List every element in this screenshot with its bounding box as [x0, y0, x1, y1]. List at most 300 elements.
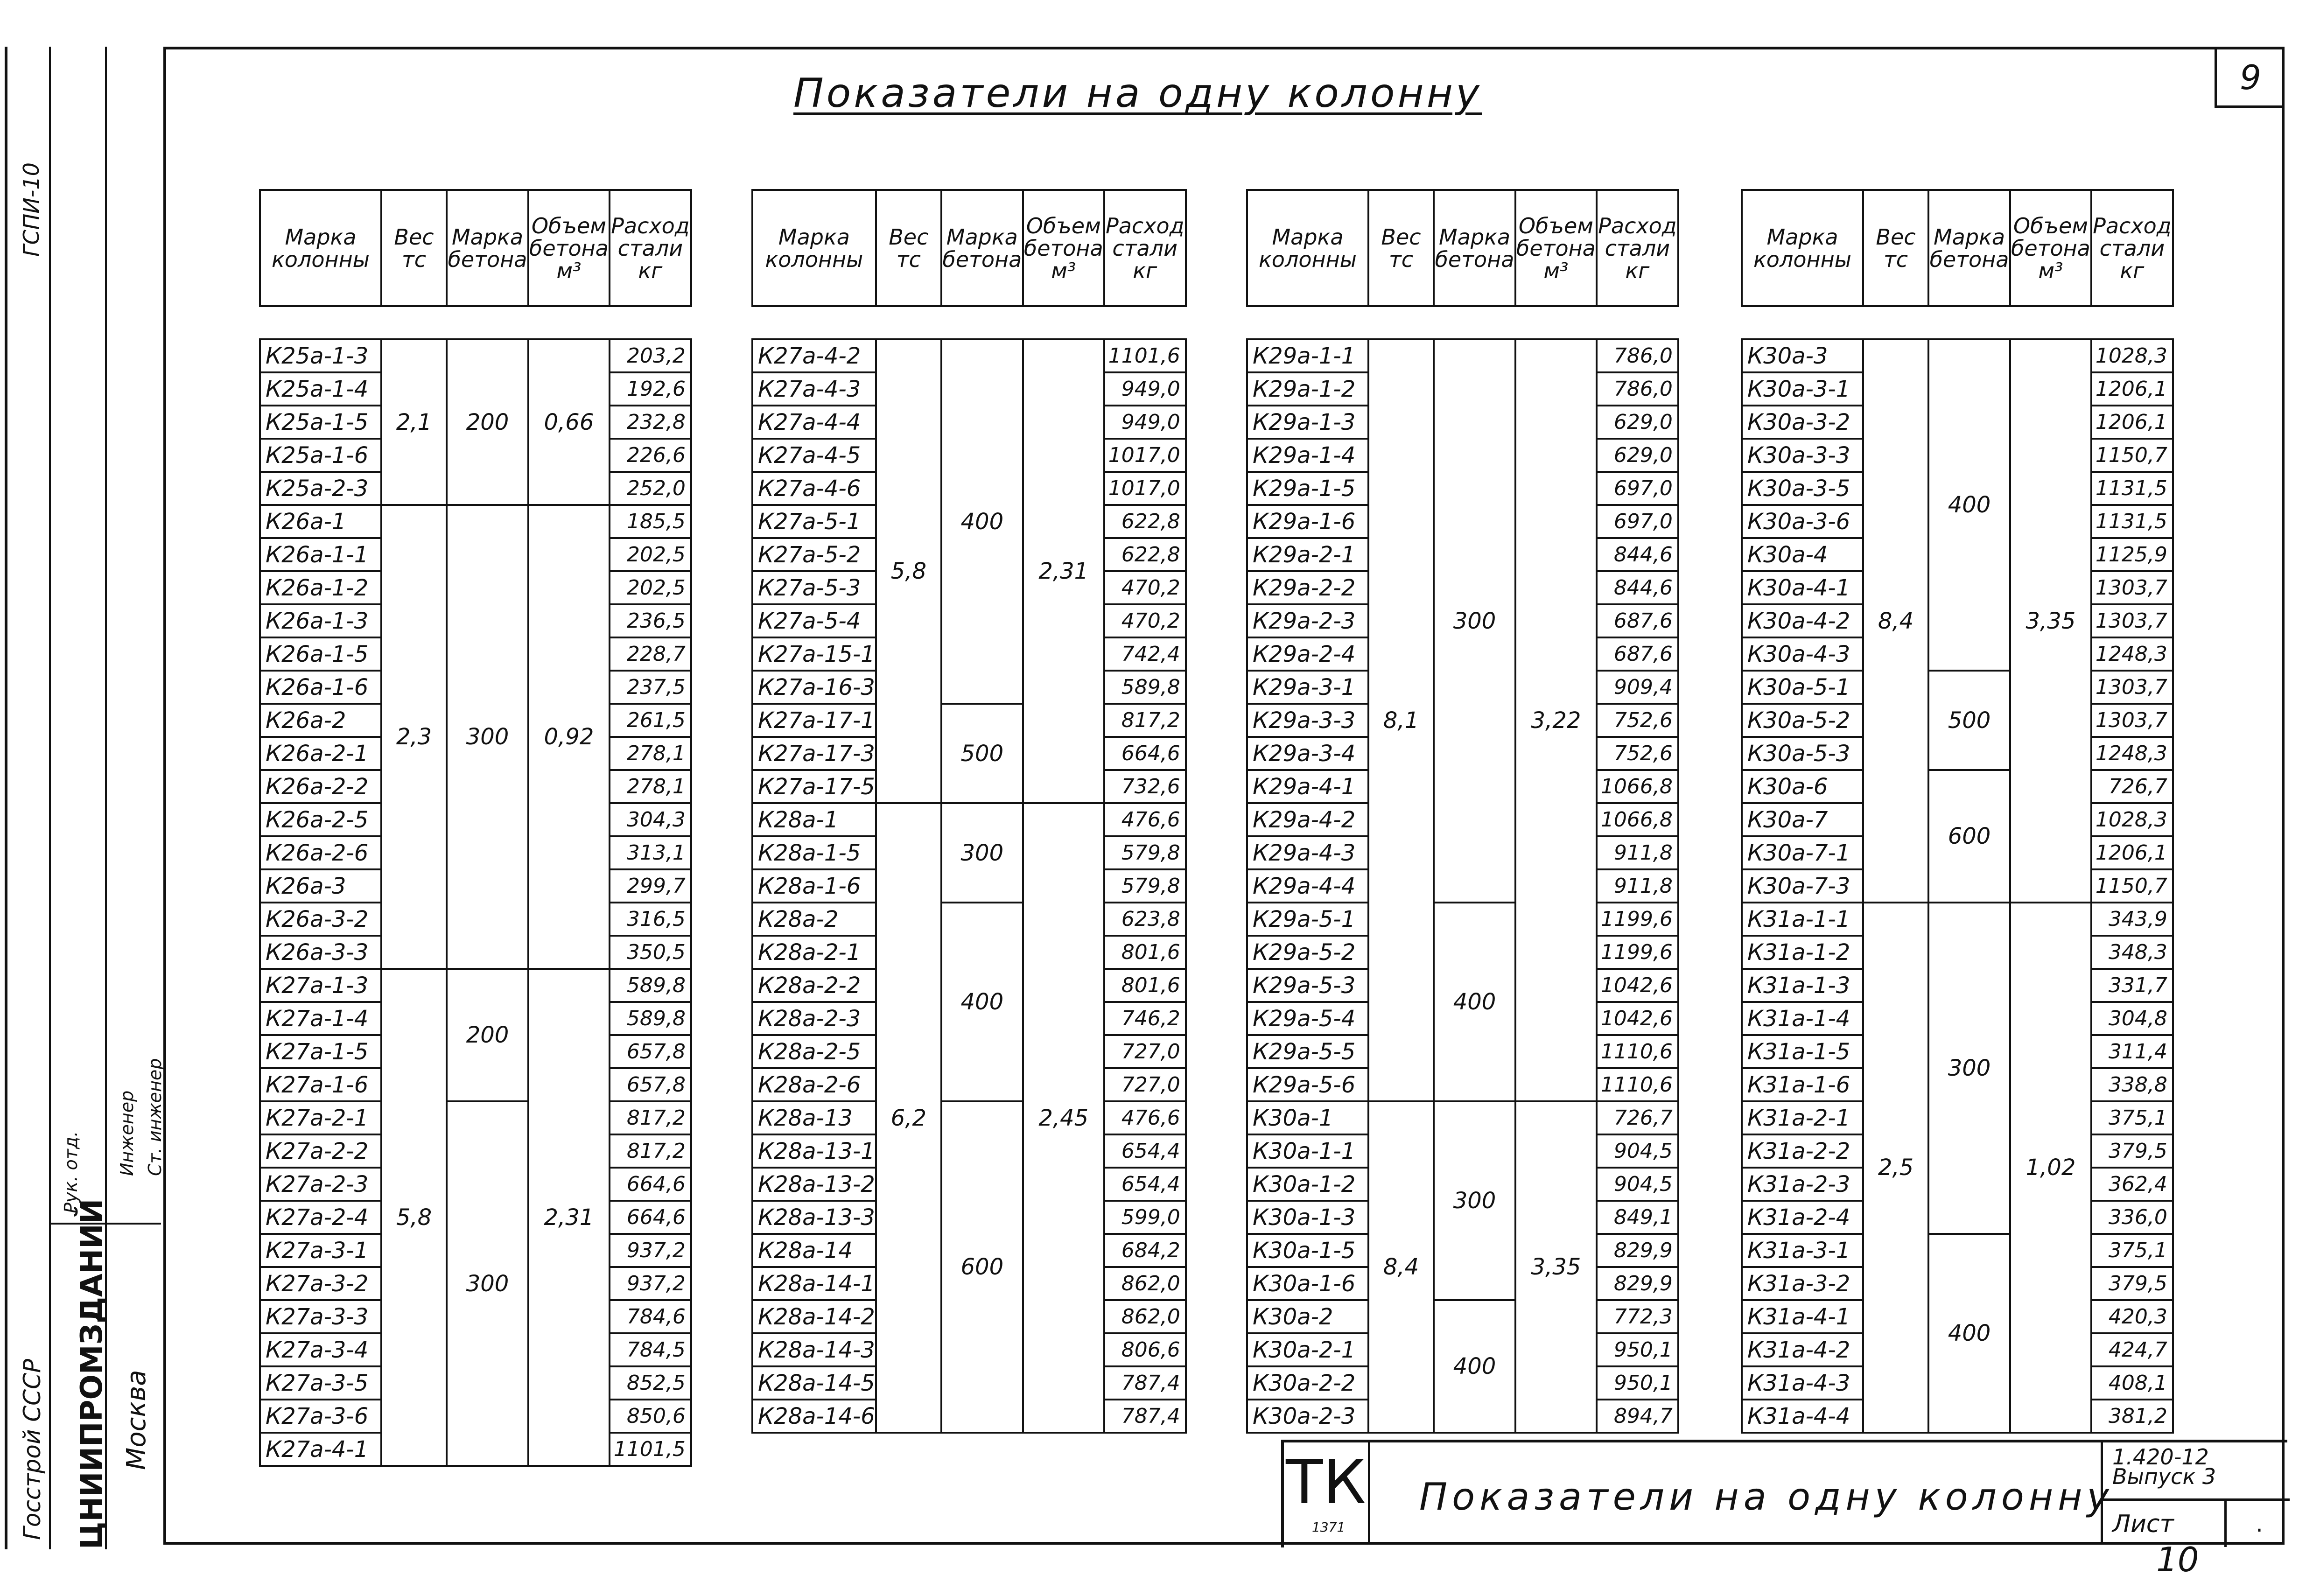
concrete-volume-cell: 3,22 — [1515, 339, 1597, 1101]
table-row — [260, 969, 691, 1002]
column-mark: К28а-1-5 — [752, 836, 876, 869]
column-mark: К29а-4-3 — [1247, 836, 1368, 869]
steel-consumption: 1131,5 — [2091, 505, 2173, 538]
column-mark: К28а-13-2 — [752, 1168, 876, 1201]
header-steel-line: стали — [1112, 235, 1178, 261]
concrete-grade-cell: 400 — [1434, 903, 1515, 1101]
steel-consumption: 911,8 — [1597, 869, 1678, 903]
column-mark: К29а-5-6 — [1247, 1068, 1368, 1101]
steel-consumption: 185,5 — [610, 505, 691, 538]
table-row — [752, 704, 1186, 737]
steel-consumption: 470,2 — [1104, 604, 1186, 637]
column-mark: К27а-5-2 — [752, 538, 876, 571]
header-mark — [1247, 190, 1368, 306]
steel-consumption: 1066,8 — [1597, 803, 1678, 836]
steel-consumption: 742,4 — [1104, 637, 1186, 671]
steel-consumption: 849,1 — [1597, 1201, 1678, 1234]
weight-cell: 8,4 — [1368, 1101, 1434, 1433]
steel-consumption: 252,0 — [610, 472, 691, 505]
weight-cell: 2,1 — [381, 339, 447, 505]
header-steel — [610, 190, 691, 306]
header-mark-line: колонны — [765, 246, 863, 272]
steel-consumption: 622,8 — [1104, 538, 1186, 571]
steel-consumption: 844,6 — [1597, 571, 1678, 604]
header-volume-line: м³ — [2038, 258, 2063, 283]
column-mark: К27а-17-1 — [752, 704, 876, 737]
column-mark: К31а-1-3 — [1742, 969, 1863, 1002]
column-mark: К27а-4-4 — [752, 406, 876, 439]
column-mark: К28а-13-1 — [752, 1134, 876, 1168]
steel-consumption: 202,5 — [610, 571, 691, 604]
column-mark: К31а-1-6 — [1742, 1068, 1863, 1101]
concrete-grade-cell: 300 — [1434, 1101, 1515, 1300]
header-weight-line: Вес — [889, 224, 929, 250]
column-mark: К27а-4-3 — [752, 372, 876, 406]
column-mark: К31а-1-2 — [1742, 936, 1863, 969]
header-steel-line: стали — [617, 235, 683, 261]
header-concrete-line: Марка — [451, 224, 524, 250]
steel-consumption: 727,0 — [1104, 1035, 1186, 1068]
steel-consumption: 657,8 — [610, 1035, 691, 1068]
steel-consumption: 1199,6 — [1597, 903, 1678, 936]
steel-consumption: 304,8 — [2091, 1002, 2173, 1035]
steel-consumption: 313,1 — [610, 836, 691, 869]
steel-consumption: 752,6 — [1597, 737, 1678, 770]
concrete-volume-cell: 1,02 — [2010, 903, 2091, 1433]
table-row — [1247, 339, 1678, 372]
steel-consumption: 949,0 — [1104, 372, 1186, 406]
column-mark: К30а-7-3 — [1742, 869, 1863, 903]
concrete-grade-cell: 500 — [941, 704, 1023, 803]
column-table — [1741, 189, 2174, 1434]
header-weight — [1863, 190, 1928, 306]
column-mark: К29а-3-1 — [1247, 671, 1368, 704]
column-mark: К31а-2-4 — [1742, 1201, 1863, 1234]
column-mark: К25а-1-6 — [260, 439, 381, 472]
concrete-grade-cell: 600 — [941, 1101, 1023, 1433]
column-mark: К27а-3-5 — [260, 1366, 381, 1400]
column-mark: К26а-2-2 — [260, 770, 381, 803]
concrete-grade-cell: 400 — [1434, 1300, 1515, 1433]
steel-consumption: 726,7 — [2091, 770, 2173, 803]
column-mark: К30а-6 — [1742, 770, 1863, 803]
column-mark: К29а-5-3 — [1247, 969, 1368, 1002]
steel-consumption: 801,6 — [1104, 969, 1186, 1002]
sheet-number-below: 10 — [2156, 1540, 2199, 1579]
steel-consumption: 829,9 — [1597, 1267, 1678, 1300]
header-steel-line: кг — [638, 258, 663, 283]
steel-consumption: 949,0 — [1104, 406, 1186, 439]
header-mark — [1742, 190, 1863, 306]
header-steel-line: кг — [2120, 258, 2145, 283]
steel-consumption: 629,0 — [1597, 406, 1678, 439]
header-steel-line: Расход — [2093, 213, 2172, 238]
column-mark: К30а-3-3 — [1742, 439, 1863, 472]
column-mark: К30а-5-1 — [1742, 671, 1863, 704]
steel-consumption: 622,8 — [1104, 505, 1186, 538]
steel-consumption: 278,1 — [610, 737, 691, 770]
weight-cell: 8,1 — [1368, 339, 1434, 1101]
column-mark: К28а-14 — [752, 1234, 876, 1267]
column-mark: К30а-3-6 — [1742, 505, 1863, 538]
steel-consumption: 1303,7 — [2091, 604, 2173, 637]
column-mark: К31а-1-5 — [1742, 1035, 1863, 1068]
steel-consumption: 817,2 — [610, 1134, 691, 1168]
header-weight-line: Вес — [394, 224, 434, 250]
stamp-role: Ст. инженер — [145, 1058, 165, 1176]
header-steel-line: Расход — [1106, 213, 1185, 238]
column-mark: К28а-14-5 — [752, 1366, 876, 1400]
column-mark: К29а-5-4 — [1247, 1002, 1368, 1035]
column-mark: К30а-5-2 — [1742, 704, 1863, 737]
steel-consumption: 787,4 — [1104, 1366, 1186, 1400]
header-concrete-line: бетона — [1435, 246, 1514, 272]
header-volume-line: бетона — [2011, 235, 2090, 261]
table-row — [752, 803, 1186, 836]
column-mark: К29а-5-1 — [1247, 903, 1368, 936]
steel-consumption: 192,6 — [610, 372, 691, 406]
tk-label: ТК — [1284, 1442, 1370, 1545]
column-mark: К29а-5-2 — [1247, 936, 1368, 969]
column-mark: К26а-1-2 — [260, 571, 381, 604]
header-volume-line: Объем — [531, 213, 606, 238]
column-mark: К30а-3-5 — [1742, 472, 1863, 505]
column-table — [259, 189, 692, 1467]
column-mark: К27а-4-1 — [260, 1433, 381, 1466]
column-mark: К26а-1-3 — [260, 604, 381, 637]
concrete-grade-cell: 600 — [1928, 770, 2010, 903]
header-mark-line: Марка — [1766, 224, 1838, 250]
header-weight-line: тс — [1883, 246, 1908, 272]
header-mark-line: колонны — [1259, 246, 1357, 272]
table-row — [1742, 770, 2173, 803]
weight-cell: 2,5 — [1863, 903, 1928, 1433]
steel-consumption: 348,3 — [2091, 936, 2173, 969]
header-volume-line: бетона — [1023, 235, 1103, 261]
steel-consumption: 654,4 — [1104, 1134, 1186, 1168]
steel-consumption: 589,8 — [610, 969, 691, 1002]
table-row — [1247, 1101, 1678, 1134]
steel-consumption: 379,5 — [2091, 1134, 2173, 1168]
sheet-label: Лист — [2112, 1510, 2174, 1538]
column-mark: К29а-1-5 — [1247, 472, 1368, 505]
column-mark: К29а-1-2 — [1247, 372, 1368, 406]
steel-consumption: 654,4 — [1104, 1168, 1186, 1201]
steel-consumption: 852,5 — [610, 1366, 691, 1400]
column-mark: К30а-3-1 — [1742, 372, 1863, 406]
header-mark-line: Марка — [285, 224, 357, 250]
header-steel-line: стали — [2099, 235, 2165, 261]
header-mark-line: колонны — [272, 246, 370, 272]
steel-consumption: 470,2 — [1104, 571, 1186, 604]
steel-consumption: 909,4 — [1597, 671, 1678, 704]
steel-consumption: 1150,7 — [2091, 439, 2173, 472]
header-concrete-line: бетона — [448, 246, 527, 272]
steel-consumption: 316,5 — [610, 903, 691, 936]
column-mark: К31а-4-3 — [1742, 1366, 1863, 1400]
header-steel-line: кг — [1625, 258, 1650, 283]
header-concrete — [941, 190, 1023, 306]
steel-consumption: 862,0 — [1104, 1267, 1186, 1300]
steel-consumption: 261,5 — [610, 704, 691, 737]
column-mark: К28а-1-6 — [752, 869, 876, 903]
column-mark: К26а-2-1 — [260, 737, 381, 770]
column-mark: К30а-4-1 — [1742, 571, 1863, 604]
header-concrete-line: Марка — [1438, 224, 1511, 250]
stamp-org: ЦНИИПРОМЗДАНИЙ — [75, 1198, 109, 1549]
steel-consumption: 904,5 — [1597, 1134, 1678, 1168]
header-volume — [528, 190, 610, 306]
header-steel — [2091, 190, 2173, 306]
header-weight — [876, 190, 941, 306]
column-mark: К30а-3 — [1742, 339, 1863, 372]
steel-consumption: 1066,8 — [1597, 770, 1678, 803]
steel-consumption: 304,3 — [610, 803, 691, 836]
header-volume-line: Объем — [2013, 213, 2088, 238]
header-steel-line: стали — [1605, 235, 1670, 261]
column-mark: К31а-4-2 — [1742, 1333, 1863, 1366]
column-mark: К30а-7-1 — [1742, 836, 1863, 869]
steel-consumption: 1303,7 — [2091, 571, 2173, 604]
column-mark: К30а-2-2 — [1247, 1366, 1368, 1400]
stamp-gosstroy: Госстрой СССР — [19, 1358, 46, 1540]
steel-consumption: 420,3 — [2091, 1300, 2173, 1333]
steel-consumption: 362,4 — [2091, 1168, 2173, 1201]
steel-consumption: 784,6 — [610, 1300, 691, 1333]
series-code — [2112, 1444, 2216, 1489]
issue-number: Выпуск 3 — [2112, 1464, 2216, 1489]
column-mark: К30а-1-2 — [1247, 1168, 1368, 1201]
header-mark — [260, 190, 381, 306]
column-mark: К26а-2-6 — [260, 836, 381, 869]
column-mark: К30а-4-3 — [1742, 637, 1863, 671]
steel-consumption: 203,2 — [610, 339, 691, 372]
steel-consumption: 784,5 — [610, 1333, 691, 1366]
steel-consumption: 732,6 — [1104, 770, 1186, 803]
column-mark: К29а-5-5 — [1247, 1035, 1368, 1068]
column-mark: К25а-1-4 — [260, 372, 381, 406]
steel-consumption: 476,6 — [1104, 1101, 1186, 1134]
header-weight-line: тс — [1388, 246, 1414, 272]
header-mark-line: Марка — [1272, 224, 1344, 250]
steel-consumption: 850,6 — [610, 1400, 691, 1433]
column-mark: К30а-2-1 — [1247, 1333, 1368, 1366]
column-mark: К31а-4-4 — [1742, 1400, 1863, 1433]
column-table — [1246, 189, 1679, 1434]
column-mark: К30а-1-5 — [1247, 1234, 1368, 1267]
steel-consumption: 664,6 — [1104, 737, 1186, 770]
header-mark-line: колонны — [1753, 246, 1851, 272]
steel-consumption: 844,6 — [1597, 538, 1678, 571]
steel-consumption: 1017,0 — [1104, 472, 1186, 505]
steel-consumption: 1110,6 — [1597, 1035, 1678, 1068]
column-mark: К27а-1-6 — [260, 1068, 381, 1101]
steel-consumption: 752,6 — [1597, 704, 1678, 737]
steel-consumption: 1248,3 — [2091, 637, 2173, 671]
steel-consumption: 1110,6 — [1597, 1068, 1678, 1101]
column-mark: К31а-3-2 — [1742, 1267, 1863, 1300]
steel-consumption: 338,8 — [2091, 1068, 2173, 1101]
table-row — [1742, 1234, 2173, 1267]
steel-consumption: 911,8 — [1597, 836, 1678, 869]
table-row — [1742, 671, 2173, 704]
steel-consumption: 232,8 — [610, 406, 691, 439]
weight-cell: 8,4 — [1863, 339, 1928, 903]
column-mark: К30а-2 — [1247, 1300, 1368, 1333]
steel-consumption: 829,9 — [1597, 1234, 1678, 1267]
header-weight — [381, 190, 447, 306]
weight-cell: 5,8 — [381, 969, 447, 1466]
column-mark: К30а-1-3 — [1247, 1201, 1368, 1234]
steel-consumption: 801,6 — [1104, 936, 1186, 969]
header-concrete — [1928, 190, 2010, 306]
concrete-grade-cell: 300 — [1928, 903, 2010, 1234]
header-volume-line: бетона — [529, 235, 609, 261]
steel-consumption: 1028,3 — [2091, 339, 2173, 372]
steel-consumption: 1206,1 — [2091, 836, 2173, 869]
column-mark: К29а-2-2 — [1247, 571, 1368, 604]
column-mark: К28а-2-1 — [752, 936, 876, 969]
concrete-volume-cell: 0,92 — [528, 505, 610, 969]
table-row — [1247, 1300, 1678, 1333]
steel-consumption: 1101,5 — [610, 1433, 691, 1466]
column-mark: К29а-2-3 — [1247, 604, 1368, 637]
steel-consumption: 817,2 — [1104, 704, 1186, 737]
column-mark: К29а-3-3 — [1247, 704, 1368, 737]
steel-consumption: 228,7 — [610, 637, 691, 671]
concrete-grade-cell: 400 — [941, 903, 1023, 1101]
column-mark: К25а-1-3 — [260, 339, 381, 372]
column-mark: К28а-2-6 — [752, 1068, 876, 1101]
concrete-volume-cell: 2,31 — [1023, 339, 1104, 803]
concrete-grade-cell: 200 — [447, 339, 528, 505]
column-mark: К29а-2-4 — [1247, 637, 1368, 671]
header-concrete-line: Марка — [1933, 224, 2005, 250]
concrete-volume-cell: 0,66 — [528, 339, 610, 505]
column-mark: К29а-1-4 — [1247, 439, 1368, 472]
header-steel — [1104, 190, 1186, 306]
concrete-grade-cell: 300 — [1434, 339, 1515, 903]
column-mark: К27а-2-1 — [260, 1101, 381, 1134]
column-mark: К31а-2-1 — [1742, 1101, 1863, 1134]
table-row — [260, 1101, 691, 1134]
column-mark: К31а-1-1 — [1742, 903, 1863, 936]
column-mark: К27а-1-5 — [260, 1035, 381, 1068]
concrete-grade-cell: 500 — [1928, 671, 2010, 770]
steel-consumption: 1042,6 — [1597, 969, 1678, 1002]
steel-consumption: 236,5 — [610, 604, 691, 637]
column-mark: К27а-2-2 — [260, 1134, 381, 1168]
steel-consumption: 787,4 — [1104, 1400, 1186, 1433]
steel-consumption: 1131,5 — [2091, 472, 2173, 505]
column-mark: К30а-5-3 — [1742, 737, 1863, 770]
table-row — [752, 339, 1186, 372]
column-mark: К29а-1-6 — [1247, 505, 1368, 538]
steel-consumption: 664,6 — [610, 1168, 691, 1201]
steel-consumption: 684,2 — [1104, 1234, 1186, 1267]
header-volume-line: Объем — [1518, 213, 1593, 238]
concrete-volume-cell: 2,45 — [1023, 803, 1104, 1433]
steel-consumption: 589,8 — [1104, 671, 1186, 704]
concrete-volume-cell: 2,31 — [528, 969, 610, 1466]
column-mark: К29а-3-4 — [1247, 737, 1368, 770]
column-mark: К27а-4-2 — [752, 339, 876, 372]
header-volume — [2010, 190, 2091, 306]
steel-consumption: 311,4 — [2091, 1035, 2173, 1068]
column-mark: К27а-3-4 — [260, 1333, 381, 1366]
column-table — [751, 189, 1187, 1434]
steel-consumption: 476,6 — [1104, 803, 1186, 836]
steel-consumption: 950,1 — [1597, 1333, 1678, 1366]
margin-stamp — [5, 47, 163, 1549]
column-mark: К29а-4-4 — [1247, 869, 1368, 903]
column-mark: К28а-2-5 — [752, 1035, 876, 1068]
weight-cell: 6,2 — [876, 803, 941, 1433]
column-mark: К27а-2-3 — [260, 1168, 381, 1201]
column-mark: К26а-3 — [260, 869, 381, 903]
tk-sub: 1371 — [1312, 1519, 1346, 1535]
steel-consumption: 664,6 — [610, 1201, 691, 1234]
steel-consumption: 697,0 — [1597, 472, 1678, 505]
steel-consumption: 904,5 — [1597, 1168, 1678, 1201]
steel-consumption: 331,7 — [2091, 969, 2173, 1002]
steel-consumption: 817,2 — [610, 1101, 691, 1134]
steel-consumption: 806,6 — [1104, 1333, 1186, 1366]
column-mark: К28а-2-3 — [752, 1002, 876, 1035]
header-volume-line: Объем — [1026, 213, 1101, 238]
column-mark: К26а-1-1 — [260, 538, 381, 571]
steel-consumption: 937,2 — [610, 1267, 691, 1300]
steel-consumption: 579,8 — [1104, 869, 1186, 903]
steel-consumption: 894,7 — [1597, 1400, 1678, 1433]
column-mark: К25а-1-5 — [260, 406, 381, 439]
column-mark: К28а-13-3 — [752, 1201, 876, 1234]
header-volume — [1023, 190, 1104, 306]
header-concrete-line: бетона — [942, 246, 1022, 272]
page-title: Показатели на одну колонну — [793, 70, 1482, 117]
column-mark: К28а-2-2 — [752, 969, 876, 1002]
header-mark-line: Марка — [778, 224, 850, 250]
stamp-border — [5, 47, 7, 1549]
header-steel-line: кг — [1133, 258, 1157, 283]
title-block — [1281, 1440, 2287, 1547]
steel-consumption: 350,5 — [610, 936, 691, 969]
column-mark: К28а-14-6 — [752, 1400, 876, 1433]
concrete-grade-cell: 200 — [447, 969, 528, 1101]
steel-consumption: 336,0 — [2091, 1201, 2173, 1234]
column-mark: К27а-5-3 — [752, 571, 876, 604]
steel-consumption: 746,2 — [1104, 1002, 1186, 1035]
column-mark: К26а-1-5 — [260, 637, 381, 671]
steel-consumption: 950,1 — [1597, 1366, 1678, 1400]
column-mark: К27а-17-5 — [752, 770, 876, 803]
table-row — [752, 903, 1186, 936]
steel-consumption: 202,5 — [610, 538, 691, 571]
header-concrete-line: Марка — [946, 224, 1018, 250]
steel-consumption: 937,2 — [610, 1234, 691, 1267]
column-mark: К28а-2 — [752, 903, 876, 936]
column-mark: К27а-5-4 — [752, 604, 876, 637]
steel-consumption: 1199,6 — [1597, 936, 1678, 969]
table-row — [752, 1101, 1186, 1134]
steel-consumption: 1028,3 — [2091, 803, 2173, 836]
column-mark: К29а-2-1 — [1247, 538, 1368, 571]
header-concrete-line: бетона — [1929, 246, 2009, 272]
column-mark: К29а-4-2 — [1247, 803, 1368, 836]
steel-consumption: 786,0 — [1597, 339, 1678, 372]
column-mark: К26а-3-2 — [260, 903, 381, 936]
header-weight-line: Вес — [1381, 224, 1421, 250]
